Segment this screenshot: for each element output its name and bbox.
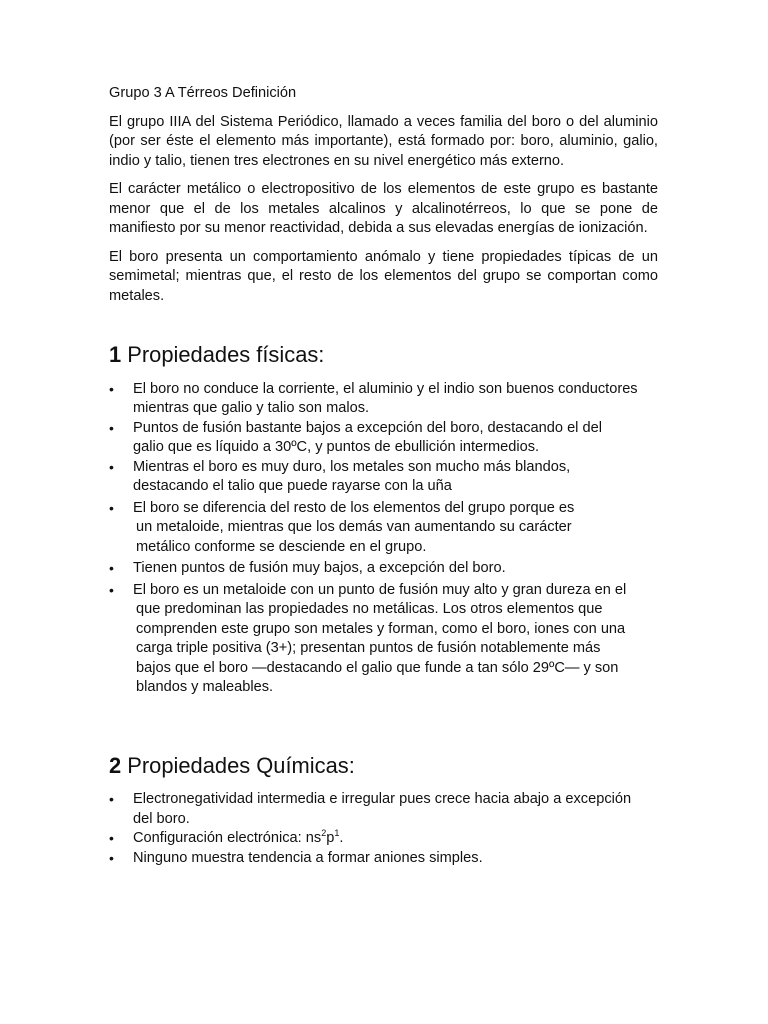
list-item <box>109 829 658 849</box>
list-item-line: mientras que galio y talio son malos. <box>133 400 370 416</box>
list-item-line: que predominan las propiedades no metálicas. Los otros elementos que <box>136 601 603 617</box>
list-item-line: • Mientras el boro es muy duro, los metales son mucho más blandos, <box>133 458 571 475</box>
config-prefix: Configuración electrónica: ns <box>133 830 322 846</box>
list-item-line: galio que es líquido a 30ºC, y puntos de ebullición intermedios. <box>133 439 540 455</box>
list-item <box>109 380 658 419</box>
intro-paragraph-2: El carácter metálico o electropositivo de los elementos de este grupo es bastante menor que el de los metales alcalinos y alcalinotérreos, lo que se pone de manifiesto por su menor reactividad, debida a sus elevadas energías de ionización. <box>109 181 658 236</box>
list-item <box>109 849 658 869</box>
intro-paragraph-3: El boro presenta un comportamiento anómalo y tiene propiedades típicas de un semimetal; mientras que, el resto de los elementos del grupo se comportan como metales. <box>109 248 658 304</box>
chemical-properties-list <box>109 790 658 868</box>
physical-properties-list <box>109 380 658 698</box>
list-item-line: un metaloide, mientras que los demás van aumentando su carácter <box>136 519 572 535</box>
list-item-line: • Puntos de fusión bastante bajos a excepción del boro, destacando el del <box>133 419 602 436</box>
config-superscript: 2 <box>321 828 327 839</box>
list-item <box>109 559 658 579</box>
list-item <box>109 419 658 458</box>
list-item-line: destacando el talio que puede rayarse con la uña <box>133 478 452 494</box>
list-item-line: comprenden este grupo son metales y forman, como el boro, iones con una <box>136 620 626 637</box>
list-item-line: • Electronegatividad intermedia e irregular pues crece hacia abajo a excepción <box>133 791 632 807</box>
list-item-line: • Ninguno muestra tendencia a formar aniones simples. <box>133 849 483 866</box>
section-title: Propiedades Químicas: <box>121 752 355 778</box>
list-item-line: carga triple positiva (3+); presentan puntos de fusión notablemente más <box>136 640 601 656</box>
list-item-line: del boro. <box>133 810 190 827</box>
section-number: 2 <box>109 752 122 778</box>
list-item <box>109 581 658 698</box>
section-title: Propiedades físicas: <box>121 342 325 367</box>
list-item <box>109 499 658 558</box>
section-heading-chemical <box>109 752 658 778</box>
section-heading-physical <box>109 342 658 367</box>
intro-paragraph-1: El grupo IIIA del Sistema Periódico, llamado a veces familia del boro o del aluminio (por ser éste el elemento más importante), está formado por: boro, aluminio, galio, indio y talio, tienen tres electrones en su nivel energético más externo. <box>109 113 658 169</box>
list-item-line: • El boro se diferencia del resto de los elementos del grupo porque es <box>133 499 575 516</box>
config-orbital: p <box>326 830 335 846</box>
list-item-line: blandos y maleables. <box>136 679 274 695</box>
list-item <box>109 790 658 829</box>
document-title: Grupo 3 A Térreos Definición <box>109 85 297 101</box>
document-content <box>109 84 658 868</box>
list-item-line: • El boro no conduce la corriente, el aluminio y el indio son buenos conductores <box>133 380 638 397</box>
list-item-line: bajos que el boro —destacando el galio que funde a tan sólo 29ºC— y son <box>136 659 619 676</box>
list-item <box>109 458 658 497</box>
config-superscript: 1 <box>334 828 340 839</box>
config-suffix: . <box>339 830 344 846</box>
list-item-line: • El boro es un metaloide con un punto de fusión muy alto y gran dureza en el <box>133 581 627 598</box>
list-item-line: • Tienen puntos de fusión muy bajos, a excepción del boro. <box>133 560 506 576</box>
list-item-line: metálico conforme se desciende en el grupo. <box>136 538 427 555</box>
section-number: 1 <box>109 342 122 367</box>
